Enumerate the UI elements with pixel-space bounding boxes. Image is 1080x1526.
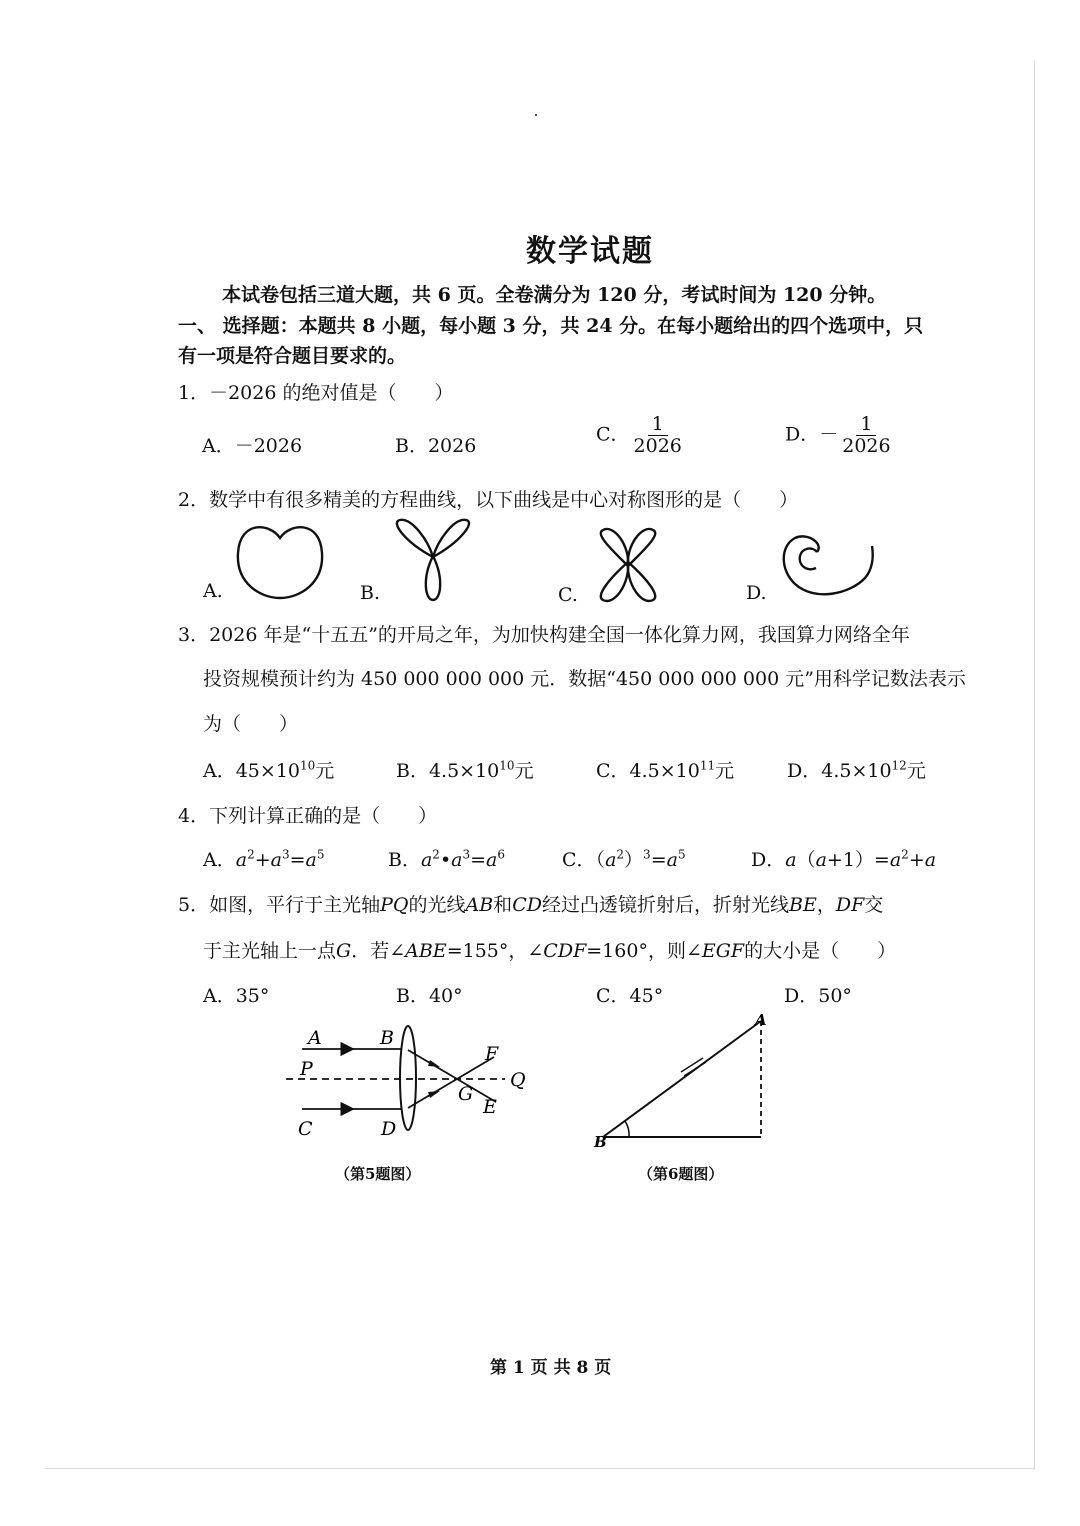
q3-option-d-exponent: 12 [891,758,907,773]
fig5-label-q: Q [510,1069,526,1091]
q3-option-b-base: B．4.5×10 [396,760,500,782]
section1-heading-line2: 有一项是符合题目要求的。 [178,345,407,367]
q3-option-a-unit: 元 [315,760,335,782]
q1-option-b: B．2026 [395,435,477,457]
fig5-label-e: E [483,1096,497,1118]
q1-option-d-fraction [838,414,894,457]
q2-curve-c-four-petal [601,529,655,601]
q5-option-a: A．35° [203,985,270,1007]
q3-stem-line2: 投资规模预计约为 450 000 000 000 元．数据“450 000 000 000 元”用科学记数法表示 [203,668,966,690]
q2-option-b: B. [360,582,381,604]
q1-option-c [596,414,686,457]
fig6-side-ba [603,1021,761,1137]
fig6-angle-arc [625,1121,629,1137]
q3-option-c-base: C．4.5×10 [596,760,700,782]
q4-option-a: A．$a^2+a^3=a^5$ [203,847,325,871]
q5-stem-line2: 于主光轴上一点G．若∠ABE=155°，∠CDF=160°，则∠EGF的大小是（ ） [203,940,897,962]
q1-stem: 1．－2026 的绝对值是（ ） [178,382,454,404]
fig6-label-b: B [594,1133,607,1150]
q1-option-d-numerator: 1 [856,414,876,436]
q3-option-b-unit: 元 [514,760,534,782]
q4-option-c-label: C． [562,849,596,871]
exam-intro: 本试卷包括三道大题，共 6 页。全卷满分为 120 分，考试时间为 120 分钟。 [222,284,887,306]
q4-stem: 4．下列计算正确的是（ ） [178,805,438,827]
fig6-tick-mark-2 [684,1062,706,1076]
q2-curve-d-spiral [784,536,873,594]
q1-option-c-denominator: 2026 [633,434,682,457]
q5-option-d: D．50° [784,985,852,1007]
section1-heading-line1: 一、 选择题：本题共 8 小题，每小题 3 分，共 24 分。在每小题给出的四个选项中，只 [178,315,924,337]
q4-option-d: D．$a(a+1)=a^2+a$ [751,847,937,871]
page-edge-right [1034,60,1035,1470]
q4-option-a-label: A． [203,849,236,871]
q3-option-c-unit: 元 [715,760,735,782]
fig5-caption: （第5题图） [335,1165,421,1183]
q1-option-d [785,414,895,457]
q3-option-d [787,756,926,783]
fig5-label-b: B [380,1027,394,1049]
q1-option-c-numerator: 1 [648,414,668,436]
q5-option-c: C．45° [596,985,664,1007]
q3-stem-line1: 3．2026 年是“十五五”的开局之年，为加快构建全国一体化算力网，我国算力网络全年 [178,624,910,646]
page-edge-bottom [45,1468,1035,1469]
fig5-arrowhead-be [428,1060,440,1067]
fig5-label-c: C [298,1118,313,1140]
q4-option-b-label: B． [388,849,421,871]
fig5-ray-df [408,1057,494,1108]
scan-speck [535,114,537,116]
q3-option-a-exponent: 10 [300,758,316,773]
fig5-label-d: D [381,1118,397,1140]
q1-option-c-label: C． [596,423,630,446]
q2-curve-b-three-leaf [397,520,469,600]
q2-option-a: A. [203,580,223,602]
q2-option-c: C. [558,584,578,606]
fig5-label-p: P [300,1058,313,1080]
fig6-triangle-diagram [585,1005,775,1150]
q1-option-c-fraction [630,414,686,457]
q5-stem-line1: 5．如图，平行于主光轴PQ的光线AB和CD经过凸透镜折射后，折射光线BE，DF交 [178,894,884,916]
q1-option-a: A．－2026 [202,435,303,457]
page-title: 数学试题 [526,234,654,269]
q3-option-c-exponent: 11 [699,758,716,773]
fig5-arrowhead-df [428,1091,440,1098]
q3-option-c [596,756,734,783]
fig5-label-g: G [458,1083,474,1105]
fig5-lens [400,1026,416,1130]
q1-option-d-denominator: 2026 [842,434,891,457]
fig6-caption: （第6题图） [638,1165,724,1183]
fig6-label-a: A [755,1011,767,1029]
q2-stem: 2．数学中有很多精美的方程曲线，以下曲线是中心对称图形的是（ ） [178,489,799,511]
fig5-lens-diagram [280,1020,540,1150]
q3-option-d-base: D．4.5×10 [787,760,892,782]
q2-option-d: D. [746,582,767,604]
fig5-label-f: F [485,1043,499,1065]
q3-option-a [203,756,334,783]
q3-option-b [396,756,534,783]
q3-option-b-exponent: 10 [499,758,515,773]
q4-option-c: C．$(a^2)^3=a^5$ [562,847,686,871]
q2-curves-figure [200,518,890,608]
q4-option-b: B．$a^2•a^3=a^6$ [388,847,506,871]
page-footer: 第 1 页 共 8 页 [490,1358,612,1378]
q3-option-a-base: A．45×10 [203,760,300,782]
q3-stem-line3: 为（ ） [203,713,299,735]
q1-option-d-label: D．－ [785,423,839,446]
q4-option-d-label: D． [751,849,786,871]
fig5-ray-be [408,1050,496,1102]
q2-curve-a-cardioid [238,527,322,598]
fig5-label-a: A [308,1027,322,1049]
q5-option-b: B．40° [396,985,463,1007]
q3-option-d-unit: 元 [906,760,926,782]
